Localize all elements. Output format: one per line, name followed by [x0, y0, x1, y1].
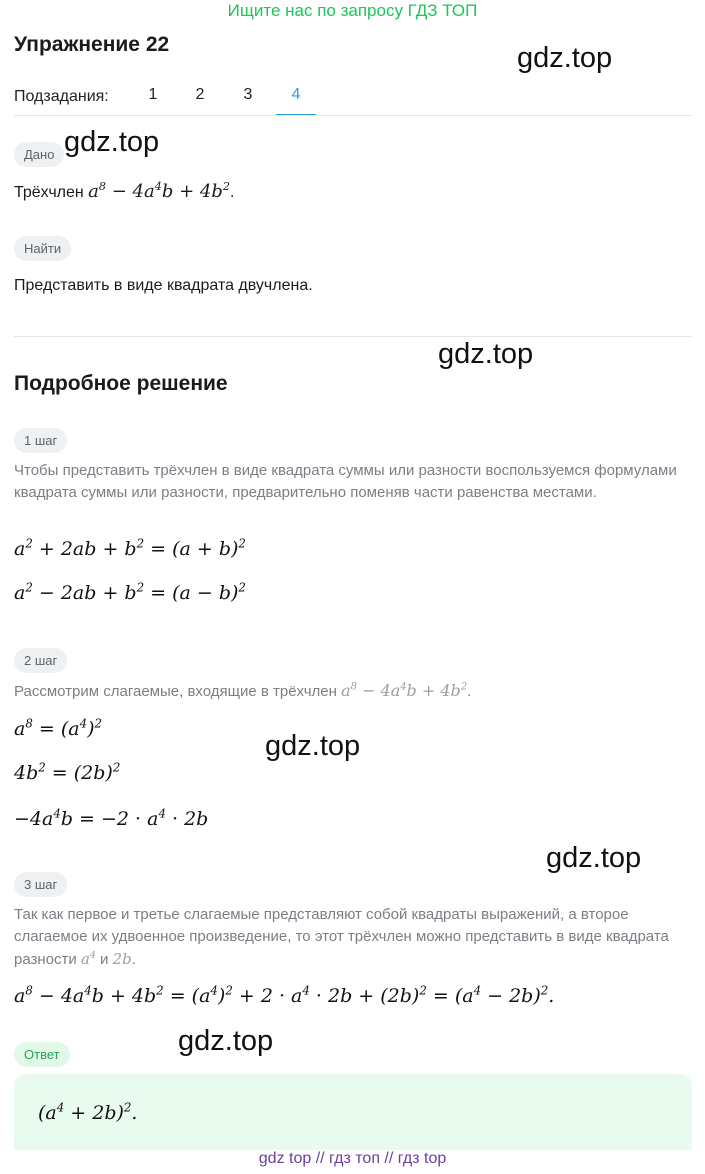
given-label: Трёхчлен: [14, 184, 89, 201]
step-3-term-a4: $a^4$: [80, 949, 96, 968]
tabs-divider: [14, 115, 692, 116]
step-2-formula: $a^8 - 4a^4b + 4b^2$: [341, 681, 468, 700]
promo-banner: Ищите нас по запросу ГДЗ ТОП: [227, 1, 478, 20]
formula-final-derivation: $a^8 - 4a^4b + 4b^2 = (a^4)^2 + 2 \cdot a^4 \cdot 2b + (2b)^2 = (a^4 - 2b)^2$.: [14, 983, 555, 1007]
answer-formula: $(a^4 + 2b)^2$.: [38, 1100, 138, 1124]
step-3-term-2b: 2b: [112, 950, 132, 968]
watermark: gdz.top: [546, 842, 642, 874]
step-3-conj: и: [95, 951, 113, 968]
subtasks-tabs: [14, 86, 692, 116]
watermark: gdz.top: [64, 126, 160, 158]
step-3-chip: 3 шаг: [14, 872, 67, 897]
footer-links: gdz top // гдз топ // гдз top: [258, 1150, 447, 1167]
section-divider: [14, 336, 692, 337]
step-3-label: Так как первое и третье слагаемые представляют собой квадраты выражений, а второе слагаемое их удвоенное произведение, то этот трёхчлен можно представить в виде квадрата разности: [14, 906, 669, 968]
tab-subtask-3[interactable]: 3: [243, 86, 253, 103]
formula-middle-term: $-4a^4b = -2 \cdot a^4 \cdot 2b$: [14, 806, 209, 830]
watermark: gdz.top: [178, 1025, 274, 1057]
step-1-chip: 1 шаг: [14, 428, 67, 453]
page-title: Упражнение 22: [14, 33, 170, 56]
step-3-text: Так как первое и третье слагаемые представляют собой квадраты выражений, а второе слагаемое их удвоенное произведение, то этот трёхчлен можно представить в виде квадрата разности $a^4$ и 2b.: [14, 906, 669, 968]
step-2-chip: 2 шаг: [14, 648, 67, 673]
subtasks-label: Подзадания:: [14, 88, 109, 105]
watermark: gdz.top: [265, 730, 361, 762]
formula-4b2: $4b^2 = (2b)^2$: [14, 760, 121, 784]
answer-chip: Ответ: [14, 1042, 70, 1067]
find-chip: Найти: [14, 236, 71, 261]
find-text: Представить в виде квадрата двучлена.: [14, 277, 313, 294]
watermark: gdz.top: [438, 338, 534, 370]
given-formula: $a^8 - 4a^4b + 4b^2$: [88, 179, 230, 202]
step-2-label: Рассмотрим слагаемые, входящие в трёхчлен: [14, 683, 342, 700]
answer-box: [14, 1074, 692, 1150]
solution-heading: Подробное решение: [14, 372, 228, 395]
formula-square-of-sum: $a^2 + 2ab + b^2 = (a + b)^2$: [14, 536, 246, 560]
tab-subtask-2[interactable]: 2: [195, 86, 205, 103]
tab-subtask-4[interactable]: 4: [276, 86, 316, 116]
given-chip: Дано: [14, 142, 64, 167]
step-2-text: Рассмотрим слагаемые, входящие в трёхчлен $a^8 - 4a^4b + 4b^2$.: [14, 681, 472, 700]
formula-square-of-difference: $a^2 - 2ab + b^2 = (a - b)^2$: [14, 580, 246, 604]
watermark: gdz.top: [517, 42, 613, 74]
step-1-text: Чтобы представить трёхчлен в виде квадрата суммы или разности воспользуемся формулами квадрата суммы или разности, предварительно поменяв части равенства местами.: [14, 462, 677, 501]
tab-subtask-1[interactable]: 1: [148, 86, 158, 103]
formula-a8: $a^8 = (a^4)^2$: [14, 716, 102, 740]
given-text: Трёхчлен $a^8 - 4a^4b + 4b^2$.: [14, 179, 235, 202]
